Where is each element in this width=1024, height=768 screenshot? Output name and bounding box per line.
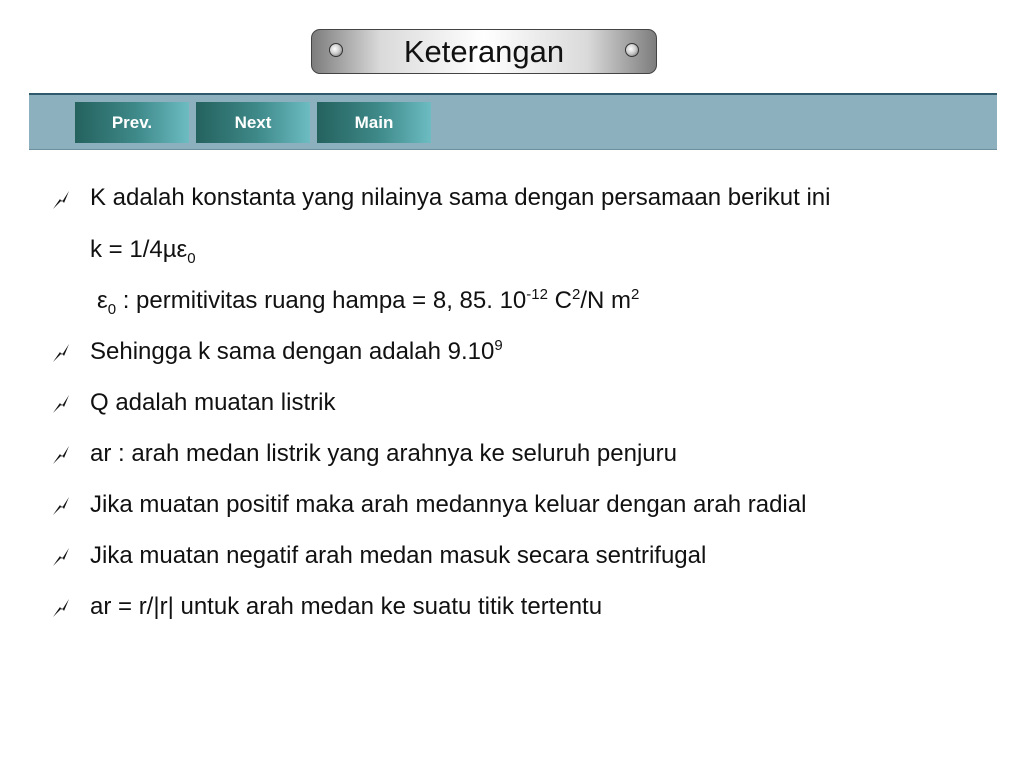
list-item (90, 593, 602, 621)
item-text: Jika muatan positif maka arah medannya keluar dengan arah radial (90, 491, 807, 518)
lightning-bolt-icon (50, 393, 72, 415)
lightning-bolt-icon (50, 189, 72, 211)
epsilon-symbol: ε (97, 287, 108, 314)
formula-k-text: k = 1/4µε (90, 236, 188, 263)
unit-c: C (547, 287, 572, 314)
item-text: Jika muatan negatif arah medan masuk secara sentrifugal (90, 542, 707, 569)
page-title: Keterangan (403, 34, 565, 69)
item-text: Sehingga k sama dengan adalah 9.10 (90, 338, 495, 365)
next-button[interactable]: Next (196, 102, 310, 143)
lightning-bolt-icon (50, 495, 72, 517)
main-button[interactable]: Main (317, 102, 431, 143)
list-item (90, 389, 335, 417)
epsilon-definition (97, 286, 640, 318)
list-item (90, 542, 706, 570)
unit-m-exponent: 2 (630, 286, 640, 303)
list-item (90, 338, 503, 366)
item-text: ar = r/|r| untuk arah medan ke suatu titik tertentu (90, 593, 603, 620)
lightning-bolt-icon (50, 444, 72, 466)
item-text: Q adalah muatan listrik (90, 389, 336, 416)
lightning-bolt-icon (50, 597, 72, 619)
item-text: K adalah konstanta yang nilainya sama dengan persamaan berikut ini (90, 184, 831, 211)
epsilon-exponent: -12 (526, 286, 548, 303)
list-item (90, 440, 677, 468)
epsilon-subscript: 0 (107, 300, 117, 318)
unit-c-exponent: 2 (571, 286, 581, 303)
list-item (90, 184, 830, 212)
prev-button[interactable]: Prev. (75, 102, 189, 143)
item-text: ar : arah medan listrik yang arahnya ke seluruh penjuru (90, 440, 677, 467)
formula-k (90, 236, 196, 267)
lightning-bolt-icon (50, 342, 72, 364)
lightning-bolt-icon (50, 546, 72, 568)
list-item (90, 491, 806, 519)
epsilon-text: : permitivitas ruang hampa = 8, 85. 10 (116, 287, 527, 314)
formula-k-subscript: 0 (187, 249, 196, 267)
unit-nm: /N m (580, 287, 631, 314)
item-exponent: 9 (494, 337, 503, 354)
